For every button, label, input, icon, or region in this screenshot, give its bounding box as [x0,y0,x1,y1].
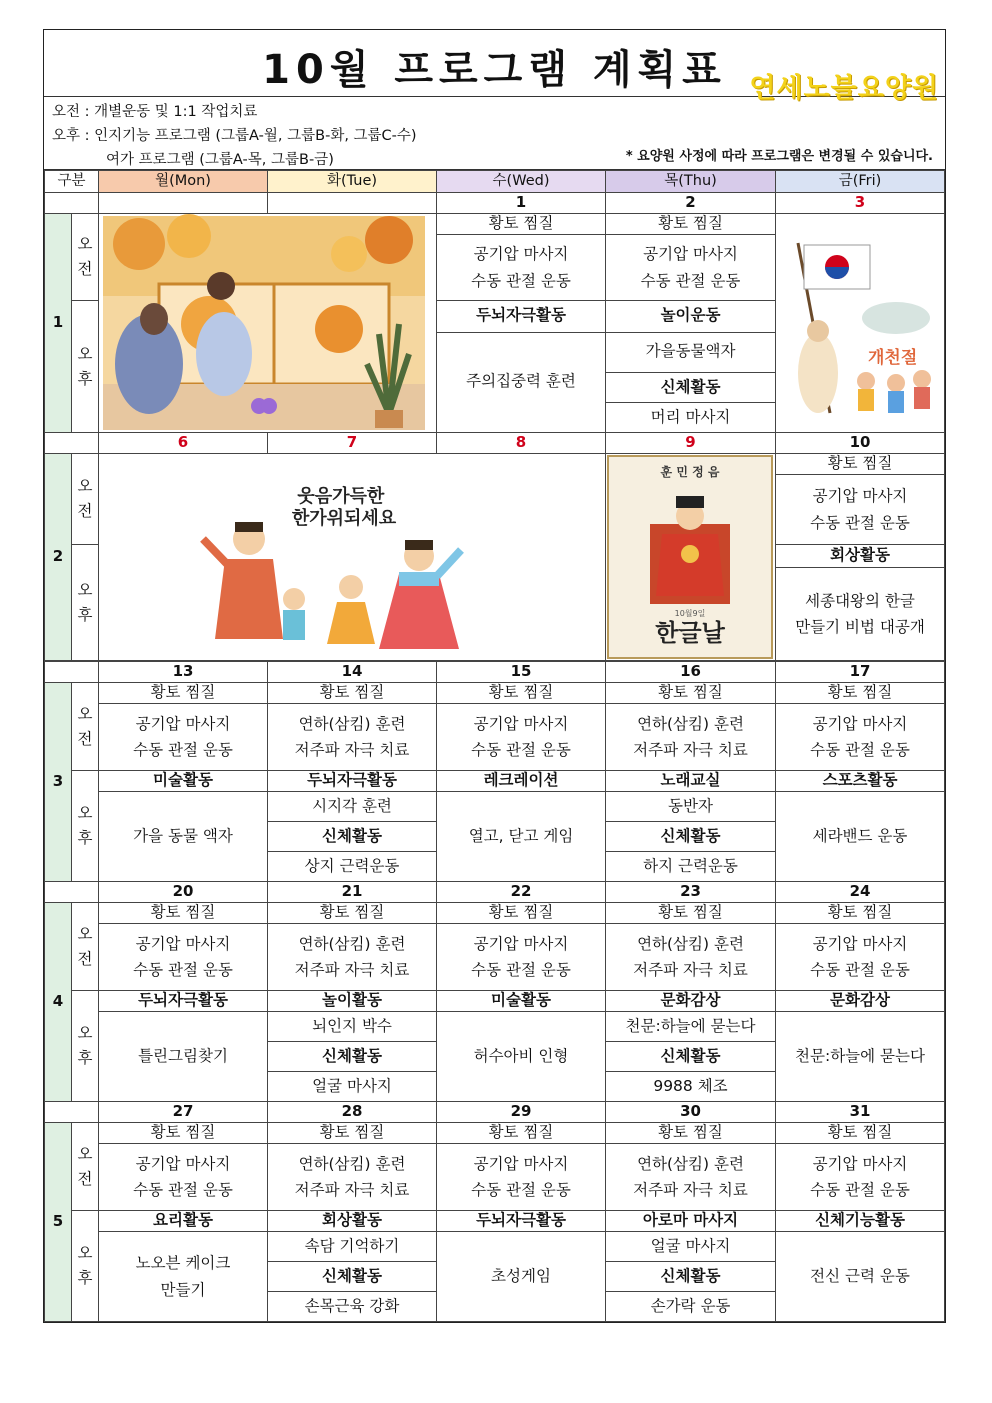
pm-label: 오 후 [72,771,99,882]
wed-pm: 열고, 닫고 게임 [437,792,606,882]
king-sejong-icon [606,454,774,660]
am-top-cell: 황토 찜질 [437,1123,606,1144]
pm-label: 오 후 [72,301,99,433]
date-cell: 17 [776,662,945,683]
am-cell: 연하(삼킴) 훈련 저주파 자극 치료 [268,924,437,991]
chuseok-illustration [99,454,606,661]
header-row [45,171,945,193]
wed-pm: 주의집중력 훈련 [437,332,606,433]
date-cell: 6 [99,433,268,454]
pm-title-cell: 요리활동 [99,1211,268,1232]
am-top-cell: 황토 찜질 [606,903,776,924]
header-gubun: 구분 [45,171,99,193]
am-cell: 공기압 마사지 수동 관절 운동 [437,704,606,771]
pm-title-cell: 미술활동 [99,771,268,792]
date-cell [99,193,268,214]
fri-holiday-text: 개천절 [868,348,918,368]
wed-pm: 허수아비 인형 [437,1012,606,1102]
pm-title-cell: 놀이활동 [268,991,437,1012]
pm-title-cell: 노래교실 [606,771,776,792]
date-cell: 8 [437,433,606,454]
am-top-cell: 황토 찜질 [268,903,437,924]
date-cell [268,193,437,214]
autumn-illustration [99,214,437,433]
title-row [44,30,945,104]
week5-date-row [45,1102,945,1123]
week-number: 2 [45,454,72,661]
week-number: 4 [45,903,72,1102]
am-top-cell: 황토 찜질 [437,683,606,704]
tue-pm-title2: 신체활동 [268,1262,437,1292]
week-number: 5 [45,1123,72,1322]
notes-block [44,97,945,170]
page-title: 10월 프로그램 계획표 [262,47,727,93]
thu-pm2: 9988 체조 [606,1072,776,1102]
fri-pm: 세종대왕의 한글 만들기 비법 대공개 [776,568,945,661]
week3-date-row [45,662,945,683]
pm-title-cell: 스포츠활동 [776,771,945,792]
thu-pm-title2: 신체활동 [606,373,776,403]
date-cell: 7 [268,433,437,454]
date-cell: 24 [776,882,945,903]
header-fri: 금(Fri) [776,171,945,193]
pm-title-cell: 두뇌자극활동 [268,771,437,792]
am-top-cell: 황토 찜질 [776,903,945,924]
fri-am-top: 황토 찜질 [776,454,945,475]
hangul-day-date: 10월9일 [674,609,706,618]
date-cell: 2 [606,193,776,214]
date-cell: 23 [606,882,776,903]
pm-title-cell: 두뇌자극활동 [99,991,268,1012]
tue-pm1: 속담 기억하기 [268,1232,437,1262]
thu-pm1: 가을동물액자 [606,332,776,373]
am-cell: 공기압 마사지 수동 관절 운동 [776,1144,945,1211]
am-label: 오 전 [72,683,99,771]
week4-date-row [45,882,945,903]
am-cell: 공기압 마사지 수동 관절 운동 [776,704,945,771]
am-top-cell: 황토 찜질 [437,903,606,924]
fri-pm: 전신 근력 운동 [776,1232,945,1322]
header-tue: 화(Tue) [268,171,437,193]
am-cell: 연하(삼킴) 훈련 저주파 자극 치료 [268,1144,437,1211]
fri-pm-title: 회상활동 [776,545,945,568]
am-label: 오 전 [72,903,99,991]
wed-pm-title: 두뇌자극활동 [437,301,606,333]
hangul-day-text: 한글날 [655,619,725,647]
pm-title-cell: 미술활동 [437,991,606,1012]
tue-pm-title2: 신체활동 [268,822,437,852]
thu-pm-title2: 신체활동 [606,1042,776,1072]
week2-date-row [45,433,945,454]
tue-pm1: 뇌인지 박수 [268,1012,437,1042]
schedule-table-rest [44,661,945,1322]
chuseok-greeting [292,485,397,529]
date-cell: 22 [437,882,606,903]
fri-am: 공기압 마사지 수동 관절 운동 [776,475,945,545]
am-top-cell: 황토 찜질 [268,683,437,704]
flag-illustration-icon [776,223,944,423]
thu-pm-title: 놀이운동 [606,301,776,333]
header-wed: 수(Wed) [437,171,606,193]
fri-pm: 천문:하늘에 묻는다 [776,1012,945,1102]
hangul-day-illustration [606,454,776,661]
thu-pm2: 머리 마사지 [606,403,776,433]
pm-title-cell: 두뇌자극활동 [437,1211,606,1232]
note-am: 오전 : 개별운동 및 1:1 작업치료 [52,104,258,120]
pm-title-cell: 문화감상 [776,991,945,1012]
notice: * 요양원 사정에 따라 프로그램은 변경될 수 있습니다. [625,149,933,164]
thu-pm2: 손가락 운동 [606,1292,776,1322]
pm-label: 오 후 [72,991,99,1102]
mon-pm: 가을 동물 액자 [99,792,268,882]
tue-pm-title2: 신체활동 [268,1042,437,1072]
schedule-table [44,170,945,661]
am-label: 오 전 [72,214,99,301]
am-label: 오 전 [72,1123,99,1211]
date-cell: 1 [437,193,606,214]
am-top-cell: 황토 찜질 [99,903,268,924]
wed-pm: 초성게임 [437,1232,606,1322]
am-cell: 공기압 마사지 수동 관절 운동 [437,924,606,991]
thu-pm-title2: 신체활동 [606,1262,776,1292]
tue-pm1: 시지각 훈련 [268,792,437,822]
chuseok-line1: 웃음가득한 [297,486,385,507]
tue-pm2: 손목근육 강화 [268,1292,437,1322]
chuseok-line2: 한가위되세요 [291,508,397,529]
date-cell: 3 [776,193,945,214]
thu-pm1: 천문:하늘에 묻는다 [606,1012,776,1042]
am-top-cell: 황토 찜질 [606,1123,776,1144]
thu-am-top: 황토 찜질 [606,214,776,235]
date-cell: 27 [99,1102,268,1123]
am-cell: 연하(삼킴) 훈련 저주파 자극 치료 [606,924,776,991]
header-mon: 월(Mon) [99,171,268,193]
date-cell: 13 [99,662,268,683]
week-number: 3 [45,683,72,882]
date-cell: 15 [437,662,606,683]
am-label: 오 전 [72,454,99,545]
mon-pm: 틀린그림찾기 [99,1012,268,1102]
am-top-cell: 황토 찜질 [776,683,945,704]
date-cell: 16 [606,662,776,683]
pm-label: 오 후 [72,545,99,661]
pm-title-cell: 아로마 마사지 [606,1211,776,1232]
am-cell: 공기압 마사지 수동 관절 운동 [99,1144,268,1211]
schedule-sheet [43,29,946,1323]
header-thu: 목(Thu) [606,171,776,193]
am-cell: 연하(삼킴) 훈련 저주파 자극 치료 [606,704,776,771]
date-cell: 28 [268,1102,437,1123]
date-cell: 14 [268,662,437,683]
date-cell: 9 [606,433,776,454]
week-number: 1 [45,214,72,433]
am-cell: 공기압 마사지 수동 관절 운동 [99,704,268,771]
date-cell: 10 [776,433,945,454]
am-top-cell: 황토 찜질 [99,1123,268,1144]
am-cell: 공기압 마사지 수동 관절 운동 [776,924,945,991]
note-pm1: 오후 : 인지기능 프로그램 (그룹A-월, 그룹B-화, 그룹C-수) [52,128,417,144]
thu-pm1: 얼굴 마사지 [606,1232,776,1262]
am-cell: 연하(삼킴) 훈련 저주파 자극 치료 [268,704,437,771]
pm-title-cell: 회상활동 [268,1211,437,1232]
date-cell: 20 [99,882,268,903]
thu-pm-title2: 신체활동 [606,822,776,852]
wed-am: 공기압 마사지 수동 관절 운동 [437,235,606,301]
am-top-cell: 황토 찜질 [776,1123,945,1144]
thu-pm1: 동반자 [606,792,776,822]
tue-pm2: 얼굴 마사지 [268,1072,437,1102]
am-top-cell: 황토 찜질 [606,683,776,704]
week1-date-row [45,193,945,214]
family-hanbok-icon [99,454,606,660]
am-cell: 연하(삼킴) 훈련 저주파 자극 치료 [606,1144,776,1211]
pm-title-cell: 신체기능활동 [776,1211,945,1232]
fri-pm: 세라밴드 운동 [776,792,945,882]
mon-pm: 노오븐 케이크 만들기 [99,1232,268,1322]
autumn-room-icon [99,214,427,432]
date-cell: 31 [776,1102,945,1123]
pm-label: 오 후 [72,1211,99,1322]
brand-logo: 연세노블요양원 [749,73,939,104]
date-cell: 30 [606,1102,776,1123]
pm-title-cell: 레크레이션 [437,771,606,792]
am-cell: 공기압 마사지 수동 관절 운동 [437,1144,606,1211]
wed-am-top: 황토 찜질 [437,214,606,235]
thu-am: 공기압 마사지 수동 관절 운동 [606,235,776,301]
date-cell: 21 [268,882,437,903]
am-top-cell: 황토 찜질 [268,1123,437,1144]
fri-holiday-illustration [776,214,945,433]
date-cell: 29 [437,1102,606,1123]
pm-title-cell: 문화감상 [606,991,776,1012]
am-top-cell: 황토 찜질 [99,683,268,704]
am-cell: 공기압 마사지 수동 관절 운동 [99,924,268,991]
tue-pm2: 상지 근력운동 [268,852,437,882]
note-pm2: 여가 프로그램 (그룹A-목, 그룹B-금) [106,152,334,168]
hunminjeongeum-text: 훈 민 정 음 [660,465,720,479]
thu-pm2: 하지 근력운동 [606,852,776,882]
